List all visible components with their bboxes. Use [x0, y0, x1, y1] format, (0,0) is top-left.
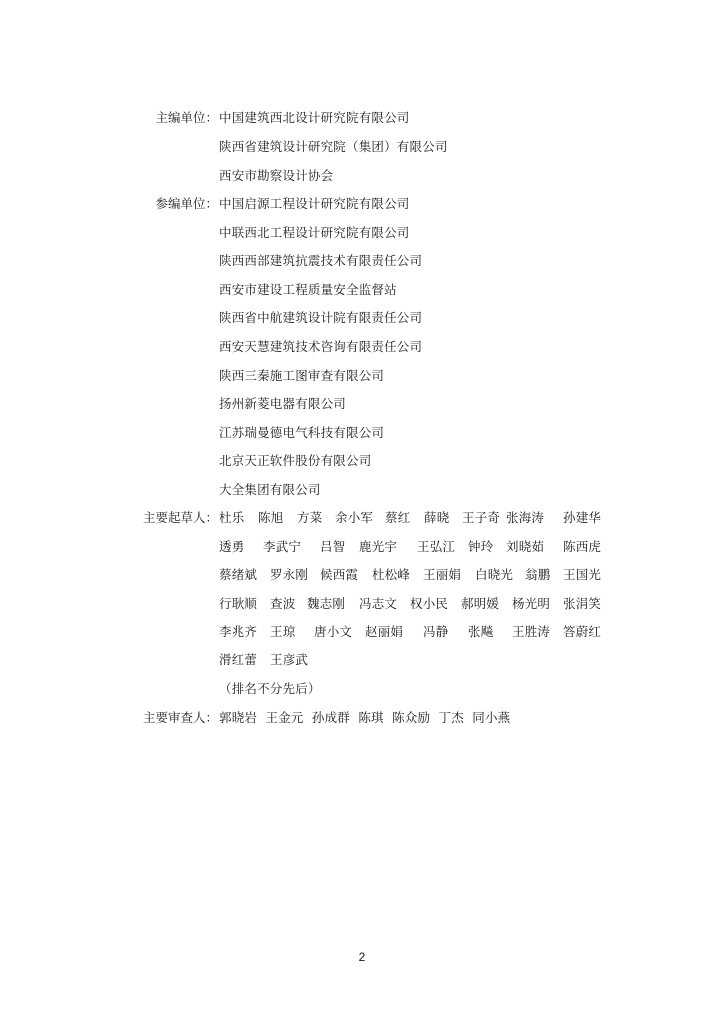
drafter-name: 行耿顺 [219, 596, 258, 611]
drafter-name: 李兆齐 [219, 624, 258, 639]
participating-unit-item: 江苏瑞曼德电气科技有限公司 [219, 425, 385, 440]
drafter-name: 白晓光 [475, 567, 514, 582]
drafter-name: 王子奇 [462, 510, 501, 525]
drafter-name: 李武宁 [263, 539, 302, 554]
drafter-name: 刘晓茹 [506, 539, 545, 554]
participating-unit-item: 陕西西部建筑抗震技术有限责任公司 [219, 253, 423, 268]
drafter-name: 候西霞 [320, 567, 359, 582]
drafter-name: 冯静 [423, 624, 449, 639]
drafter-name: 滑红蕾 [219, 652, 258, 667]
ranking-note: （排名不分先后） [219, 681, 321, 696]
reviewers-label: 主要审查人： [142, 710, 218, 725]
drafter-name: 方菜 [297, 510, 323, 525]
drafter-name: 王弘江 [417, 539, 456, 554]
drafter-name: 陈旭 [258, 510, 284, 525]
participating-unit-item: 扬州新菱电器有限公司 [219, 396, 347, 411]
participating-unit-item: 陕西三秦施工图审查有限公司 [219, 368, 385, 383]
drafter-name: 吕智 [320, 539, 346, 554]
drafter-name: 罗永刚 [270, 567, 309, 582]
drafter-name: 张飚 [468, 624, 494, 639]
drafter-name: 孙建华 [563, 510, 602, 525]
participating-unit-item: 西安市建设工程质量安全监督站 [219, 282, 397, 297]
participating-units-label: 参编单位： [155, 196, 218, 211]
drafter-name: 杨光明 [512, 596, 551, 611]
drafter-name: 魏志刚 [307, 596, 346, 611]
participating-unit-item: 西安天慧建筑技术咨询有限责任公司 [219, 339, 423, 354]
drafters-label: 主要起草人： [142, 510, 218, 525]
drafter-name: 钟玲 [468, 539, 494, 554]
drafter-name: 翁鹏 [525, 567, 551, 582]
editor-units-label: 主编单位： [155, 110, 218, 125]
drafter-name: 查波 [270, 596, 296, 611]
drafter-name: 权小民 [410, 596, 449, 611]
drafter-name: 王琼 [270, 624, 296, 639]
drafter-name: 杜乐 [219, 510, 245, 525]
drafter-name: 透勇 [219, 539, 245, 554]
drafter-name: 蔡绪斌 [219, 567, 258, 582]
drafter-name: 张涓笑 [563, 596, 602, 611]
editor-unit-item: 西安市勘察设计协会 [219, 168, 334, 183]
editor-unit-item: 中国建筑西北设计研究院有限公司 [219, 110, 410, 125]
drafter-name: 余小军 [335, 510, 374, 525]
participating-unit-item: 大全集团有限公司 [219, 482, 321, 497]
drafter-name: 杜松峰 [372, 567, 411, 582]
participating-unit-item: 北京天正软件股份有限公司 [219, 453, 372, 468]
drafter-name: 鹿光宇 [359, 539, 398, 554]
drafter-name: 蔡红 [385, 510, 411, 525]
participating-unit-item: 中联西北工程设计研究院有限公司 [219, 225, 410, 240]
participating-unit-item: 陕西省中航建筑设计院有限责任公司 [219, 310, 423, 325]
drafter-name: 郝明媛 [461, 596, 500, 611]
drafter-name: 陈西虎 [563, 539, 602, 554]
drafter-name: 王胜涛 [512, 624, 551, 639]
drafter-name: 唐小文 [314, 624, 353, 639]
drafter-name: 冯志文 [359, 596, 398, 611]
page-number: 2 [358, 950, 366, 964]
drafter-name: 答蔚红 [563, 624, 602, 639]
editor-unit-item: 陕西省建筑设计研究院（集团）有限公司 [219, 139, 448, 154]
drafter-name: 薛晓 [424, 510, 450, 525]
drafter-name: 王国光 [563, 567, 602, 582]
participating-unit-item: 中国启源工程设计研究院有限公司 [219, 196, 410, 211]
drafter-name: 张海涛 [506, 510, 545, 525]
drafter-name: 王丽娟 [423, 567, 462, 582]
reviewer-names: 郭晓岩 王金元 孙成群 陈琪 陈众励 丁杰 同小燕 [219, 710, 511, 725]
drafter-name: 赵丽娟 [365, 624, 404, 639]
drafter-name: 王彦武 [270, 652, 309, 667]
